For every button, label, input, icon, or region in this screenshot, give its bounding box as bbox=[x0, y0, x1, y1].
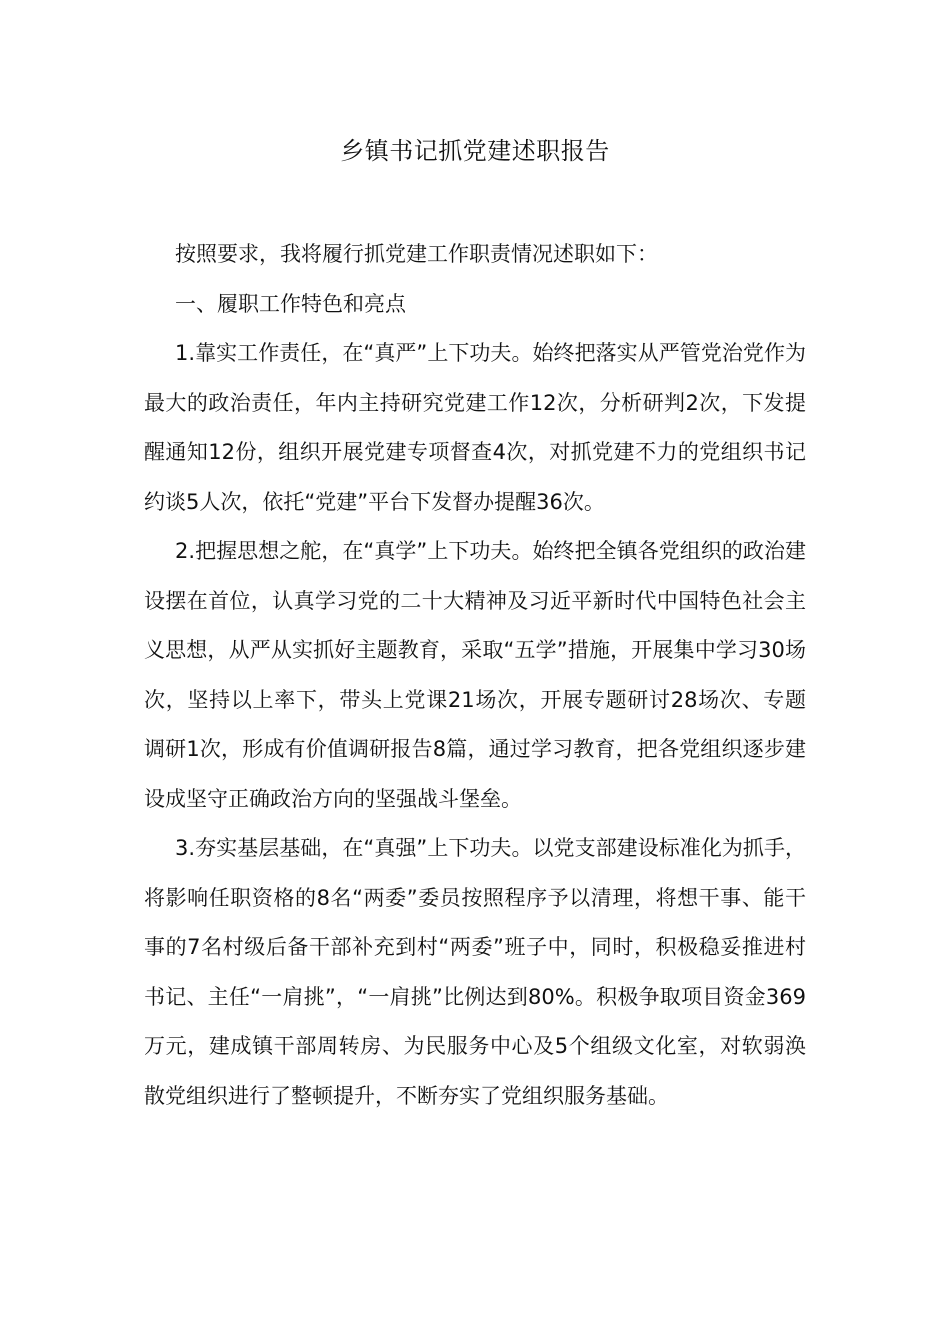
paragraph-item-3: 3.夯实基层基础，在“真强”上下功夫。以党支部建设标准化为抓手，将影响任职资格的8名“两委”委员按照程序予以清理，将想干事、能干事的7名村级后备干部补充到村“两委”班子中，同时，积极稳妥推进村书记、主任“一肩挑”，“一肩挑”比例达到80%。积极争取项目资金369万元，建成镇干部周转房、为民服务中心及5个组级文化室，对软弱涣散党组织进行了整顿提升，不断夯实了党组织服务基础。 bbox=[144, 836, 806, 1108]
paragraph-item-1: 1.靠实工作责任，在“真严”上下功夫。始终把落实从严管党治党作为最大的政治责任，年内主持研究党建工作12次，分析研判2次，下发提醒通知12份，组织开展党建专项督查4次，对抓党建不力的党组织书记约谈5人次，依托“党建”平台下发督办提醒36次。 bbox=[144, 341, 806, 514]
paragraph-item-2: 2.把握思想之舵，在“真学”上下功夫。始终把全镇各党组织的政治建设摆在首位，认真学习党的二十大精神及习近平新时代中国特色社会主义思想，从严从实抓好主题教育，采取“五学”措施，开展集中学习30场次，坚持以上率下，带头上党课21场次，开展专题研讨28场次、专题调研1次，形成有价值调研报告8篇，通过学习教育，把各党组织逐步建设成坚守正确政治方向的坚强战斗堡垒。 bbox=[144, 539, 806, 811]
document-body bbox=[144, 230, 806, 1121]
document-title: 乡镇书记抓党建述职报告 bbox=[340, 137, 610, 165]
section-heading-1: 一、履职工作特色和亮点 bbox=[175, 291, 406, 316]
paragraph-intro: 按照要求，我将履行抓党建工作职责情况述职如下： bbox=[175, 242, 658, 266]
